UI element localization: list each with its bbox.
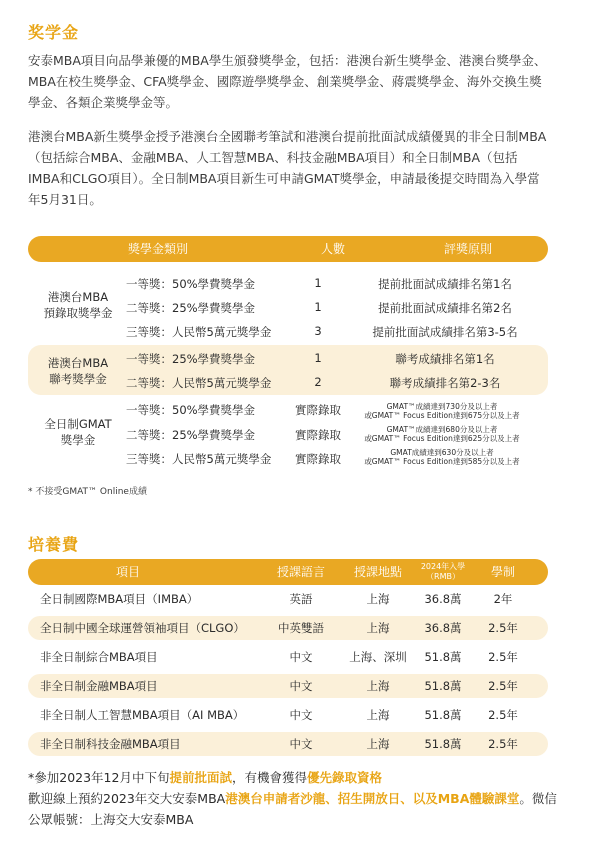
scholarship-intro: 安泰MBA項目向品學兼優的MBA學生頒發獎學金，包括：港澳台新生獎學金、港澳台獎學金、MBA在校生獎學金、CFA獎學金、國際遊學獎學金、創業獎學金、蔣震獎學金、海外交換生獎學金、各類企業獎學金等。 [28, 53, 547, 110]
scholarship-criteria-line2: 或GMAT™ Focus Edition達到585分以及上者 [364, 457, 520, 466]
header-count: 人數 [320, 242, 345, 256]
footer-highlight: 提前批面試 [169, 770, 232, 785]
fee-program: 全日制中國全球運營領袖項目（CLGO） [40, 621, 245, 635]
scholarship-criteria: 聯考成績排名第2-3名 [389, 376, 501, 390]
fee-language: 中文 [289, 708, 313, 722]
header-fee-year: 2024年入學 [420, 562, 466, 571]
scholarship-criteria-line1: GMAT成績達到630分及以上者 [390, 448, 494, 457]
scholarship-count: 2 [314, 375, 322, 389]
fee-location: 上海、深圳 [349, 650, 407, 664]
group-name: 全日制GMAT 獎學金 [44, 417, 112, 447]
scholarship-criteria-line1: GMAT™成績達到730分及以上者 [386, 402, 498, 411]
footer-text: ，有機會獲得 [231, 770, 307, 785]
scholarship-title: 奖学金 [28, 23, 80, 42]
scholarship-description: 港澳台MBA新生獎學金授予港澳台全國聯考筆試和港澳台提前批面試成績優異的非全日制MBA（包括綜合MBA、金融MBA、人工智慧MBA、科技金融MBA項目）和全日制MBA（包括IMBA和CLGO項目）。全日制MBA項目新生可申請GMAT獎學金，申請最後提交時間為入學當年5月31日。 [28, 129, 547, 207]
fee-program: 非全日制綜合MBA項目 [40, 650, 158, 664]
fees-title: 培養費 [28, 535, 80, 554]
fee-duration: 2.5年 [488, 650, 518, 664]
fee-amount: 51.8萬 [424, 737, 462, 751]
scholarship-count: 1 [314, 300, 322, 314]
fee-amount: 51.8萬 [424, 708, 462, 722]
gmat-note: * 不接受GMAT™ Online成績 [28, 487, 147, 497]
fee-program: 非全日制人工智慧MBA項目（AI MBA） [40, 708, 245, 722]
fee-duration: 2.5年 [488, 679, 518, 693]
table-row [28, 674, 548, 698]
scholarship-criteria-line2: 或GMAT™ Focus Edition達到625分以及上者 [364, 434, 520, 443]
fee-amount: 36.8萬 [424, 592, 462, 606]
fee-amount: 51.8萬 [424, 650, 462, 664]
header-duration: 學制 [490, 565, 515, 579]
scholarship-count: 實際錄取 [295, 403, 341, 417]
fee-language: 英語 [289, 592, 313, 606]
fee-location: 上海 [366, 737, 390, 751]
scholarship-count: 實際錄取 [295, 428, 341, 442]
fee-language: 中文 [289, 679, 313, 693]
group-name: 港澳台MBA 聯考獎學金 [47, 356, 109, 386]
table-row [28, 616, 548, 640]
fee-language: 中文 [289, 650, 313, 664]
header-fee [413, 562, 473, 582]
fee-duration: 2年 [493, 592, 513, 606]
fee-location: 上海 [366, 592, 390, 606]
table-row [28, 587, 548, 611]
header-criteria: 評獎原則 [443, 242, 492, 256]
scholarship-criteria-line2: 或GMAT™ Focus Edition達到675分以及上者 [364, 411, 520, 420]
footer-text: *參加2023年12月中下旬 [28, 770, 170, 785]
header-program: 項目 [115, 565, 140, 579]
scholarship-count: 1 [314, 276, 322, 290]
fee-duration: 2.5年 [488, 621, 518, 635]
fees-table-header [28, 559, 548, 585]
header-language: 授課語言 [276, 565, 325, 579]
scholarship-level: 三等獎：人民幣5萬元獎學金 [126, 452, 272, 466]
scholarship-level: 三等獎：人民幣5萬元獎學金 [126, 325, 272, 339]
header-location: 授課地點 [353, 565, 402, 579]
fee-location: 上海 [366, 621, 390, 635]
scholarship-table-header [28, 236, 548, 262]
fee-location: 上海 [366, 679, 390, 693]
scholarship-count: 3 [314, 324, 322, 338]
fee-location: 上海 [366, 708, 390, 722]
fee-program: 非全日制科技金融MBA項目 [40, 737, 181, 751]
scholarship-criteria: 提前批面試成績排名第2名 [378, 301, 512, 315]
footer-note [28, 767, 568, 788]
fee-program: 全日制國際MBA項目（IMBA） [40, 592, 199, 606]
scholarship-criteria-line1: GMAT™成績達到680分及以上者 [386, 425, 498, 434]
fee-program: 非全日制金融MBA項目 [40, 679, 158, 693]
table-row [28, 703, 548, 727]
fee-amount: 36.8萬 [424, 621, 462, 635]
scholarship-level: 一等獎：50%學費獎學金 [126, 403, 256, 417]
fee-language: 中英雙語 [278, 621, 324, 635]
scholarship-level: 一等獎：50%學費獎學金 [126, 277, 256, 291]
header-fee-currency: （RMB） [426, 572, 460, 581]
footer-invite [28, 788, 568, 830]
footer-text: 歡迎線上預約2023年交大安泰MBA [28, 791, 226, 806]
scholarship-criteria: 聯考成績排名第1名 [395, 352, 495, 366]
footer-highlight: 優先錄取資格 [307, 770, 383, 785]
fee-duration: 2.5年 [488, 708, 518, 722]
scholarship-level: 二等獎：25%學費獎學金 [126, 428, 256, 442]
group-name: 港澳台MBA 預錄取獎學金 [43, 290, 113, 320]
scholarship-count: 實際錄取 [295, 452, 341, 466]
scholarship-count: 1 [314, 351, 322, 365]
scholarship-level: 一等獎：25%學費獎學金 [126, 352, 256, 366]
table-row [28, 645, 548, 669]
footer-text: 。微信公眾帳號：上海交大安泰MBA [28, 791, 557, 827]
fee-language: 中文 [289, 737, 313, 751]
footer-highlight: 港澳台申請者沙龍、招生開放日、以及MBA體驗課堂 [225, 791, 520, 806]
scholarship-level: 二等獎：人民幣5萬元獎學金 [126, 376, 272, 390]
table-row [28, 732, 548, 756]
header-category: 獎學金類別 [127, 242, 188, 256]
scholarship-level: 二等獎：25%學費獎學金 [126, 301, 256, 315]
fee-amount: 51.8萬 [424, 679, 462, 693]
fee-duration: 2.5年 [488, 737, 518, 751]
scholarship-criteria: 提前批面試成績排名第3-5名 [372, 325, 518, 339]
scholarship-criteria: 提前批面試成績排名第1名 [378, 277, 512, 291]
